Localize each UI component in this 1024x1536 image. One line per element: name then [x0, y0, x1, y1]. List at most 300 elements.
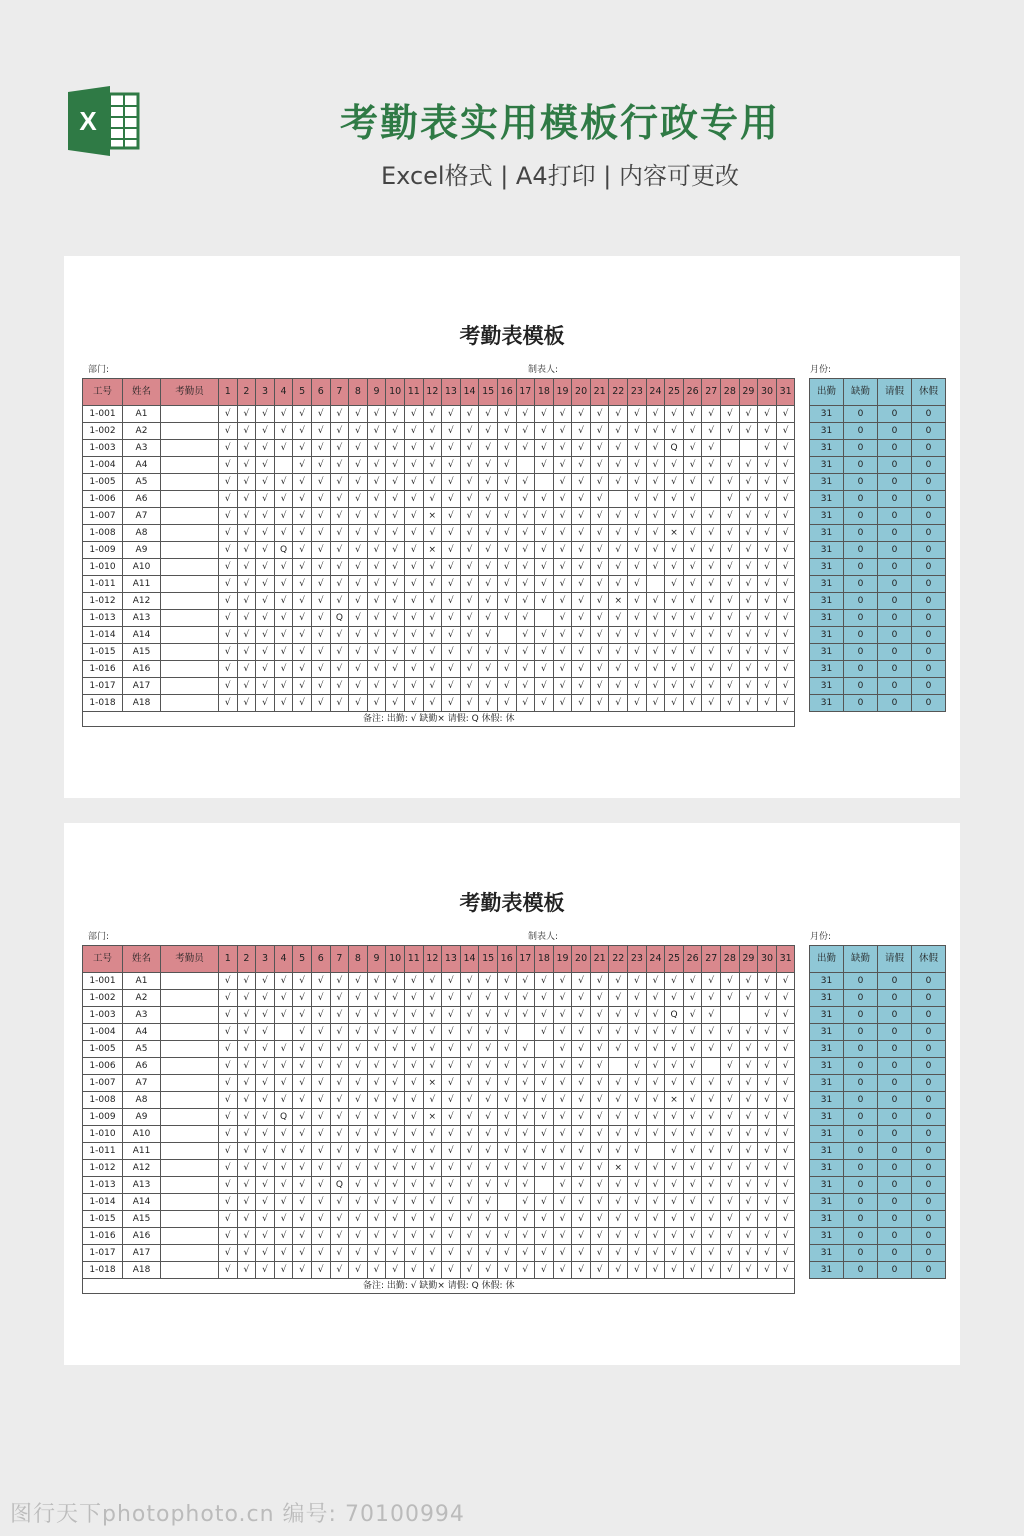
cell-mark: √: [609, 644, 628, 661]
cell-mark: √: [460, 491, 479, 508]
summary-cell: 31: [810, 1075, 844, 1092]
cell-mark: √: [590, 1194, 609, 1211]
cell-mark: √: [590, 1177, 609, 1194]
summary-cell: 0: [878, 457, 912, 474]
cell-mark: √: [442, 423, 461, 440]
cell-checker: [161, 474, 219, 491]
cell-mark: √: [721, 627, 740, 644]
cell-mark: √: [274, 508, 293, 525]
table-row: [83, 457, 795, 474]
cell-mark: √: [721, 542, 740, 559]
cell-mark: √: [572, 1092, 591, 1109]
cell-mark: √: [497, 508, 516, 525]
cell-mark: √: [739, 1058, 758, 1075]
cell-mark: √: [274, 593, 293, 610]
cell-mark: √: [590, 1007, 609, 1024]
cell-mark: √: [460, 457, 479, 474]
cell-mark: √: [516, 1177, 535, 1194]
cell-checker: [161, 423, 219, 440]
cell-mark: √: [553, 1041, 572, 1058]
cell-mark: √: [739, 576, 758, 593]
cell-mark: √: [330, 644, 349, 661]
cell-mark: √: [590, 678, 609, 695]
table-row: [83, 1109, 795, 1126]
summary-row: [810, 1143, 946, 1160]
cell-mark: √: [367, 1058, 386, 1075]
cell-mark: √: [572, 1058, 591, 1075]
cell-checker: [161, 1024, 219, 1041]
cell-mark: √: [665, 1228, 684, 1245]
cell-mark: √: [349, 1024, 368, 1041]
cell-checker: [161, 1058, 219, 1075]
header-day: 5: [293, 946, 312, 973]
cell-mark: √: [628, 593, 647, 610]
header-day: 19: [553, 379, 572, 406]
cell-mark: √: [423, 1007, 442, 1024]
cell-mark: √: [665, 973, 684, 990]
summary-cell: 31: [810, 1126, 844, 1143]
cell-mark: √: [237, 457, 256, 474]
cell-mark: √: [404, 1262, 423, 1279]
cell-mark: √: [256, 457, 275, 474]
cell-mark: √: [721, 491, 740, 508]
cell-name: A6: [123, 491, 161, 508]
cell-mark: √: [758, 1109, 777, 1126]
cell-mark: √: [237, 423, 256, 440]
summary-cell: 0: [878, 542, 912, 559]
summary-cell: 31: [810, 559, 844, 576]
cell-mark: Q: [330, 1177, 349, 1194]
header-day: 26: [683, 946, 702, 973]
cell-mark: √: [628, 1143, 647, 1160]
cell-mark: √: [665, 1245, 684, 1262]
cell-mark: √: [274, 695, 293, 712]
cell-mark: √: [367, 973, 386, 990]
cell-mark: √: [683, 1143, 702, 1160]
summary-cell: 0: [912, 973, 946, 990]
cell-mark: √: [721, 678, 740, 695]
summary-row: [810, 491, 946, 508]
cell-mark: √: [386, 678, 405, 695]
cell-mark: √: [293, 610, 312, 627]
cell-mark: √: [404, 1007, 423, 1024]
cell-mark: √: [609, 1211, 628, 1228]
cell-mark: √: [590, 1058, 609, 1075]
cell-mark: √: [293, 1228, 312, 1245]
header-day: 17: [516, 946, 535, 973]
cell-mark: √: [721, 1228, 740, 1245]
cell-mark: √: [553, 695, 572, 712]
cell-mark: √: [349, 1058, 368, 1075]
cell-mark: √: [497, 457, 516, 474]
cell-mark: √: [311, 1041, 330, 1058]
cell-mark: √: [758, 1007, 777, 1024]
cell-mark: √: [367, 1041, 386, 1058]
cell-mark: √: [237, 1058, 256, 1075]
cell-mark: √: [442, 1007, 461, 1024]
cell-mark: √: [442, 1143, 461, 1160]
cell-mark: √: [702, 1126, 721, 1143]
cell-mark: √: [404, 423, 423, 440]
cell-mark: √: [293, 508, 312, 525]
summary-header: 出勤: [810, 946, 844, 973]
cell-id: 1-014: [83, 1194, 123, 1211]
cell-mark: √: [330, 1041, 349, 1058]
cell-mark: √: [683, 1024, 702, 1041]
cell-mark: √: [442, 474, 461, 491]
cell-mark: √: [535, 576, 554, 593]
cell-mark: √: [572, 1262, 591, 1279]
cell-mark: √: [479, 525, 498, 542]
summary-cell: 0: [878, 1075, 912, 1092]
cell-mark: √: [274, 474, 293, 491]
cell-mark: √: [442, 973, 461, 990]
cell-mark: √: [516, 1058, 535, 1075]
cell-mark: √: [479, 1262, 498, 1279]
cell-mark: [721, 1007, 740, 1024]
cell-mark: √: [683, 440, 702, 457]
header-day: 1: [219, 379, 238, 406]
summary-row: [810, 457, 946, 474]
summary-cell: 0: [912, 1075, 946, 1092]
summary-row: [810, 525, 946, 542]
cell-mark: √: [349, 474, 368, 491]
cell-mark: √: [293, 440, 312, 457]
cell-mark: √: [776, 1007, 795, 1024]
cell-mark: √: [628, 576, 647, 593]
cell-mark: √: [330, 1092, 349, 1109]
cell-mark: √: [367, 1245, 386, 1262]
cell-mark: √: [460, 525, 479, 542]
cell-checker: [161, 1041, 219, 1058]
cell-id: 1-005: [83, 474, 123, 491]
cell-mark: √: [274, 1177, 293, 1194]
cell-mark: √: [776, 1041, 795, 1058]
cell-mark: √: [274, 440, 293, 457]
summary-header: 休假: [912, 379, 946, 406]
cell-mark: √: [219, 1245, 238, 1262]
cell-mark: √: [758, 1262, 777, 1279]
table-row: [83, 525, 795, 542]
summary-cell: 0: [878, 1245, 912, 1262]
summary-cell: 31: [810, 627, 844, 644]
summary-cell: 0: [844, 644, 878, 661]
cell-mark: √: [590, 542, 609, 559]
cell-mark: [702, 1058, 721, 1075]
summary-cell: 0: [912, 695, 946, 712]
cell-mark: √: [683, 1092, 702, 1109]
header-day: 8: [349, 379, 368, 406]
cell-mark: √: [423, 423, 442, 440]
cell-mark: √: [219, 610, 238, 627]
cell-mark: √: [442, 1177, 461, 1194]
cell-mark: √: [590, 973, 609, 990]
cell-mark: √: [628, 1245, 647, 1262]
cell-mark: √: [330, 661, 349, 678]
cell-mark: √: [776, 1177, 795, 1194]
cell-mark: √: [479, 1211, 498, 1228]
cell-mark: √: [423, 1245, 442, 1262]
cell-mark: √: [460, 440, 479, 457]
cell-mark: √: [311, 1075, 330, 1092]
cell-mark: √: [293, 559, 312, 576]
cell-mark: √: [683, 627, 702, 644]
cell-mark: √: [497, 576, 516, 593]
cell-mark: √: [256, 474, 275, 491]
cell-checker: [161, 559, 219, 576]
sheet-title: 考勤表模板: [459, 891, 565, 915]
cell-id: 1-005: [83, 1041, 123, 1058]
cell-mark: √: [535, 1143, 554, 1160]
cell-name: A5: [123, 1041, 161, 1058]
cell-mark: √: [330, 593, 349, 610]
cell-mark: √: [404, 990, 423, 1007]
cell-mark: √: [367, 1109, 386, 1126]
cell-mark: √: [256, 1058, 275, 1075]
cell-mark: [535, 1177, 554, 1194]
summary-cell: 0: [844, 1211, 878, 1228]
cell-mark: √: [683, 423, 702, 440]
summary-cell: 0: [878, 678, 912, 695]
cell-mark: √: [646, 678, 665, 695]
summary-cell: 0: [844, 1058, 878, 1075]
summary-cell: 0: [912, 576, 946, 593]
cell-mark: √: [739, 1109, 758, 1126]
cell-mark: √: [739, 559, 758, 576]
cell-mark: √: [442, 644, 461, 661]
cell-mark: √: [404, 491, 423, 508]
table-row: [83, 1092, 795, 1109]
cell-mark: √: [479, 593, 498, 610]
summary-row: [810, 406, 946, 423]
cell-mark: √: [404, 457, 423, 474]
cell-mark: √: [219, 661, 238, 678]
cell-name: A1: [123, 973, 161, 990]
cell-mark: [274, 457, 293, 474]
cell-mark: √: [293, 474, 312, 491]
cell-mark: √: [423, 1126, 442, 1143]
cell-mark: √: [572, 525, 591, 542]
cell-mark: √: [367, 990, 386, 1007]
cell-mark: √: [683, 1262, 702, 1279]
cell-mark: √: [572, 1109, 591, 1126]
cell-mark: √: [293, 406, 312, 423]
cell-mark: √: [572, 644, 591, 661]
cell-mark: √: [535, 542, 554, 559]
cell-mark: √: [553, 1211, 572, 1228]
cell-mark: √: [274, 661, 293, 678]
cell-mark: √: [367, 1143, 386, 1160]
cell-mark: √: [758, 423, 777, 440]
cell-mark: √: [423, 576, 442, 593]
cell-mark: √: [479, 661, 498, 678]
summary-cell: 0: [878, 1211, 912, 1228]
cell-mark: √: [349, 627, 368, 644]
summary-cell: 0: [878, 1126, 912, 1143]
cell-id: 1-002: [83, 990, 123, 1007]
summary-cell: 0: [878, 1143, 912, 1160]
header-day: 10: [386, 379, 405, 406]
cell-mark: √: [665, 1058, 684, 1075]
cell-mark: √: [683, 695, 702, 712]
cell-mark: √: [460, 644, 479, 661]
cell-mark: √: [330, 627, 349, 644]
cell-checker: [161, 1007, 219, 1024]
cell-mark: √: [665, 610, 684, 627]
cell-mark: √: [479, 491, 498, 508]
cell-mark: √: [572, 695, 591, 712]
cell-mark: √: [609, 695, 628, 712]
cell-mark: √: [479, 1143, 498, 1160]
cell-mark: √: [367, 644, 386, 661]
summary-cell: 31: [810, 576, 844, 593]
cell-mark: √: [553, 644, 572, 661]
cell-mark: √: [479, 610, 498, 627]
cell-mark: √: [497, 1075, 516, 1092]
cell-mark: √: [535, 661, 554, 678]
cell-mark: √: [590, 576, 609, 593]
cell-mark: √: [776, 1058, 795, 1075]
summary-cell: 0: [912, 406, 946, 423]
cell-mark: √: [497, 1177, 516, 1194]
cell-mark: √: [460, 1160, 479, 1177]
cell-mark: √: [721, 1058, 740, 1075]
summary-cell: 31: [810, 1228, 844, 1245]
cell-mark: √: [460, 423, 479, 440]
header-name: 姓名: [123, 946, 161, 973]
cell-checker: [161, 1262, 219, 1279]
cell-mark: √: [479, 973, 498, 990]
cell-checker: [161, 457, 219, 474]
cell-mark: √: [721, 1245, 740, 1262]
cell-mark: √: [553, 1126, 572, 1143]
cell-mark: √: [721, 973, 740, 990]
summary-cell: 0: [912, 644, 946, 661]
cell-mark: √: [721, 457, 740, 474]
cell-mark: √: [516, 440, 535, 457]
cell-mark: √: [311, 1177, 330, 1194]
cell-mark: √: [237, 1092, 256, 1109]
header-day: 5: [293, 379, 312, 406]
header-day: 14: [460, 379, 479, 406]
summary-cell: 0: [844, 627, 878, 644]
cell-mark: √: [237, 1109, 256, 1126]
table-row: [83, 1262, 795, 1279]
cell-mark: √: [460, 1262, 479, 1279]
cell-mark: √: [423, 1024, 442, 1041]
cell-mark: √: [274, 627, 293, 644]
summary-cell: 31: [810, 525, 844, 542]
dept-label: 部门:: [88, 932, 110, 942]
cell-mark: √: [442, 1058, 461, 1075]
summary-cell: 31: [810, 695, 844, 712]
cell-mark: √: [479, 1109, 498, 1126]
cell-mark: √: [293, 1109, 312, 1126]
cell-mark: √: [367, 1092, 386, 1109]
summary-cell: 0: [878, 1194, 912, 1211]
cell-id: 1-003: [83, 440, 123, 457]
cell-mark: √: [758, 457, 777, 474]
cell-mark: √: [349, 559, 368, 576]
cell-mark: √: [609, 1228, 628, 1245]
cell-mark: √: [311, 1024, 330, 1041]
cell-mark: √: [665, 1126, 684, 1143]
cell-mark: √: [628, 1024, 647, 1041]
cell-mark: √: [442, 610, 461, 627]
cell-mark: √: [609, 678, 628, 695]
summary-row: [810, 1041, 946, 1058]
cell-mark: √: [590, 1126, 609, 1143]
cell-mark: √: [386, 644, 405, 661]
cell-mark: √: [758, 627, 777, 644]
cell-mark: √: [219, 973, 238, 990]
cell-mark: √: [646, 423, 665, 440]
cell-mark: √: [479, 559, 498, 576]
cell-name: A15: [123, 644, 161, 661]
cell-mark: √: [683, 1194, 702, 1211]
cell-mark: √: [219, 695, 238, 712]
cell-mark: √: [386, 440, 405, 457]
cell-mark: √: [553, 457, 572, 474]
cell-mark: √: [665, 559, 684, 576]
cell-mark: √: [349, 542, 368, 559]
cell-mark: √: [553, 440, 572, 457]
cell-mark: √: [758, 1194, 777, 1211]
cell-mark: √: [479, 423, 498, 440]
cell-mark: √: [256, 491, 275, 508]
cell-mark: √: [442, 457, 461, 474]
cell-mark: √: [460, 406, 479, 423]
cell-id: 1-015: [83, 1211, 123, 1228]
cell-mark: √: [665, 1041, 684, 1058]
cell-mark: √: [572, 508, 591, 525]
cell-mark: √: [628, 525, 647, 542]
cell-mark: √: [497, 695, 516, 712]
cell-mark: √: [386, 1041, 405, 1058]
cell-mark: √: [404, 678, 423, 695]
table-row: [83, 491, 795, 508]
cell-mark: √: [665, 593, 684, 610]
cell-mark: √: [219, 1109, 238, 1126]
cell-name: A7: [123, 1075, 161, 1092]
cell-name: A10: [123, 559, 161, 576]
summary-row: [810, 508, 946, 525]
cell-mark: √: [256, 1143, 275, 1160]
cell-mark: √: [386, 1024, 405, 1041]
cell-mark: √: [293, 457, 312, 474]
cell-mark: √: [311, 1245, 330, 1262]
cell-checker: [161, 1092, 219, 1109]
cell-mark: √: [628, 610, 647, 627]
cell-mark: √: [404, 1058, 423, 1075]
cell-mark: √: [646, 1109, 665, 1126]
cell-mark: √: [237, 559, 256, 576]
cell-mark: √: [739, 973, 758, 990]
cell-mark: √: [628, 559, 647, 576]
table-row: [83, 423, 795, 440]
cell-mark: √: [516, 1041, 535, 1058]
cell-mark: √: [516, 1245, 535, 1262]
cell-mark: √: [572, 973, 591, 990]
cell-mark: √: [442, 1041, 461, 1058]
cell-mark: √: [330, 525, 349, 542]
summary-row: [810, 610, 946, 627]
cell-mark: √: [609, 1126, 628, 1143]
cell-mark: √: [739, 1041, 758, 1058]
cell-mark: √: [739, 1075, 758, 1092]
cell-mark: √: [237, 542, 256, 559]
cell-mark: √: [721, 1262, 740, 1279]
